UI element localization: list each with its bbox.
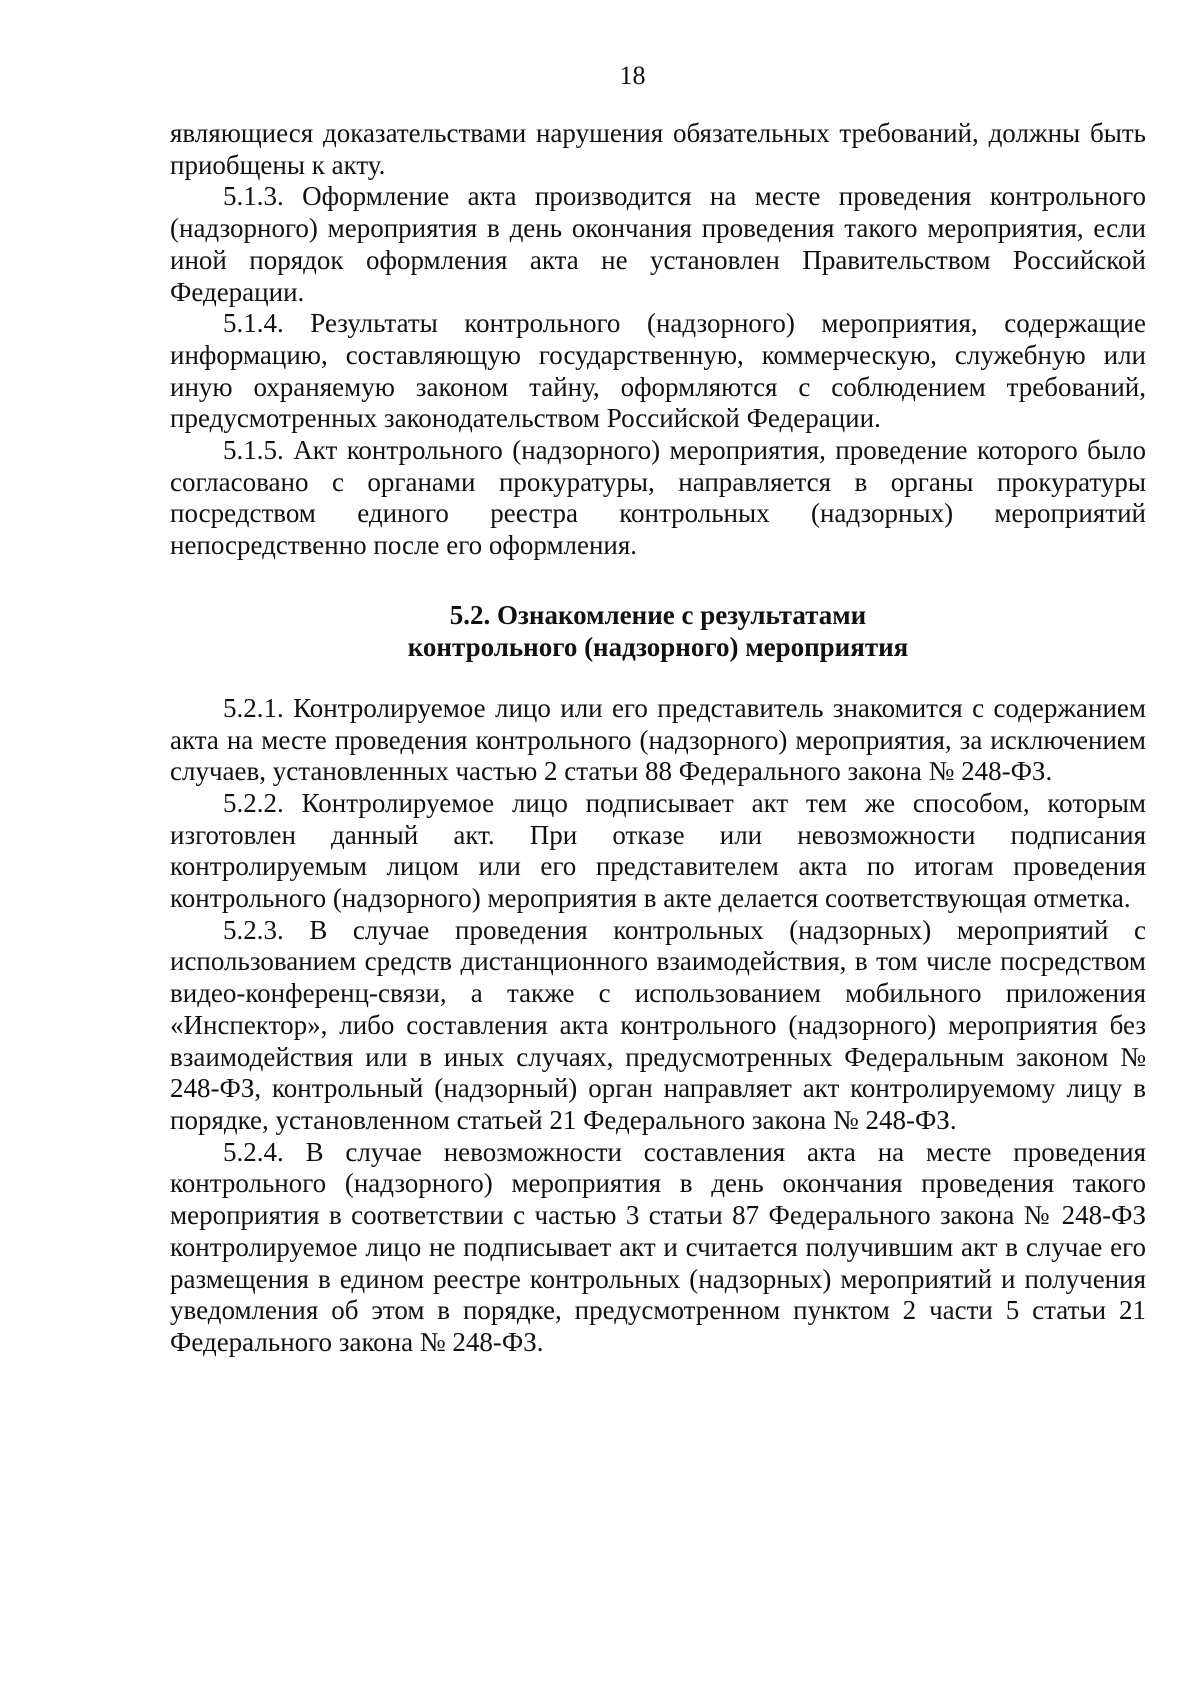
- page-number: 18: [619, 61, 646, 90]
- paragraph-continuation: являющиеся доказательствами нарушения обязательных требований, должны быть приобщены к акту.: [170, 118, 1146, 180]
- paragraph-5-2-1: 5.2.1. Контролируемое лицо или его представитель знакомится с содержанием акта на месте проведения контрольного (надзорного) мероприятия, за исключением случаев, установленных частью 2 статьи 88 Федерального закона № 248-ФЗ.: [170, 692, 1146, 787]
- paragraph-5-2-4: 5.2.4. В случае невозможности составления акта на месте проведения контрольного (надзорного) мероприятия в день окончания проведения такого мероприятия в соответствии с частью 3 статьи 87 Федерального закона № 248-ФЗ контролируемое лицо не подписывает акт и считается получившим акт в случае его размещения в едином реестре контрольных (надзорных) мероприятий и получения уведомления об этом в порядке, предусмотренном пунктом 2 части 5 статьи 21 Федерального закона № 248-ФЗ.: [170, 1136, 1146, 1357]
- section-heading-5-2: [170, 599, 1146, 663]
- section-heading-line-1: 5.2. Ознакомление с результатами: [449, 599, 867, 630]
- paragraph-5-1-4: 5.1.4. Результаты контрольного (надзорного) мероприятия, содержащие информацию, составляющую государственную, коммерческую, служебную или иную охраняемую законом тайну, оформляются с соблюдением требований, предусмотренных законодательством Российской Федерации.: [170, 308, 1146, 434]
- paragraph-5-2-3: 5.2.3. В случае проведения контрольных (надзорных) мероприятий с использованием средств дистанционного взаимодействия, в том числе посредством видео-конференц-связи, а также с использованием мобильного приложения «Инспектор», либо составления акта контрольного (надзорного) мероприятия без взаимодействия или в иных случаях, предусмотренных Федеральным законом № 248-ФЗ, контрольный (надзорный) орган направляет акт контролируемому лицу в порядке, установленном статьей 21 Федерального закона № 248-ФЗ.: [170, 914, 1146, 1135]
- paragraph-5-1-5: 5.1.5. Акт контрольного (надзорного) мероприятия, проведение которого было согласовано с органами прокуратуры, направляется в органы прокуратуры посредством единого реестра контрольных (надзорных) мероприятий непосредственно после его оформления.: [170, 435, 1146, 561]
- paragraph-5-1-3: 5.1.3. Оформление акта производится на месте проведения контрольного (надзорного) мероприятия в день окончания проведения такого мероприятия, если иной порядок оформления акта не установлен Правительством Российской Федерации.: [170, 181, 1146, 307]
- document-body: [170, 118, 1146, 1359]
- paragraph-5-2-2: 5.2.2. Контролируемое лицо подписывает акт тем же способом, которым изготовлен данный акт. При отказе или невозможности подписания контролируемым лицом или его представителем акта по итогам проведения контрольного (надзорного) мероприятия в акте делается соответствующая отметка.: [170, 787, 1146, 914]
- section-heading-line-2: контрольного (надзорного) мероприятия: [407, 631, 909, 662]
